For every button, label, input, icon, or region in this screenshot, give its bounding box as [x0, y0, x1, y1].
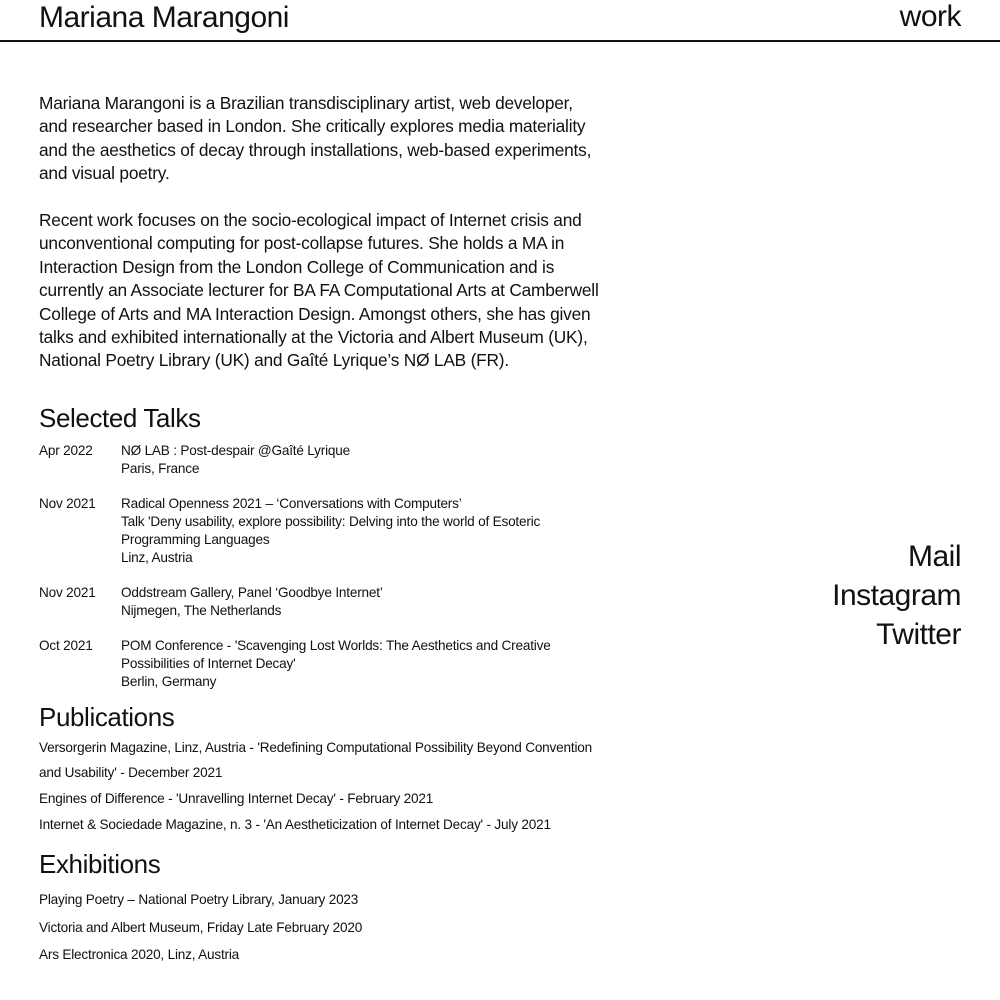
- talk-title: Radical Openness 2021 – ‘Conversations with Computers’: [121, 495, 462, 511]
- publications-heading: Publications: [39, 701, 175, 732]
- exhibition-item: Playing Poetry – National Poetry Library, January 2023: [39, 892, 359, 908]
- talk-location: Nijmegen, The Netherlands: [121, 602, 282, 618]
- site-header: [0, 0, 1000, 42]
- exhibitions-list: [39, 886, 599, 969]
- talk-date: Oct 2021: [39, 637, 93, 653]
- exhibitions-heading: Exhibitions: [39, 849, 161, 880]
- talk-details: [121, 495, 599, 567]
- bio-section: [39, 92, 599, 373]
- mail-link[interactable]: Mail: [907, 540, 961, 573]
- talks-list: [39, 442, 599, 691]
- talk-item: [39, 495, 599, 567]
- exhibition-item: Ars Electronica 2020, Linz, Austria: [39, 947, 240, 963]
- talk-title: Oddstream Gallery, Panel ‘Goodbye Internet’: [121, 584, 383, 600]
- talk-details: [121, 584, 599, 620]
- talk-location: Paris, France: [121, 460, 200, 476]
- talk-item: [39, 584, 599, 620]
- twitter-link[interactable]: Twitter: [876, 618, 961, 651]
- publication-item: Versorgerin Magazine, Linz, Austria - 'Redefining Computational Possibility Beyond Convention and Usability' - December 2021: [39, 739, 592, 781]
- publication-item: Internet & Sociedade Magazine, n. 3 - 'An Aestheticization of Internet Decay' - July 2021: [39, 816, 551, 832]
- exhibition-item: Victoria and Albert Museum, Friday Late February 2020: [39, 919, 363, 935]
- social-links: [832, 537, 961, 654]
- instagram-link[interactable]: Instagram: [832, 579, 961, 612]
- talk-title: NØ LAB : Post-despair @Gaîté Lyrique: [121, 442, 350, 458]
- work-link[interactable]: work: [899, 0, 961, 33]
- talks-heading: Selected Talks: [39, 402, 201, 433]
- talk-title: POM Conference - 'Scavenging Lost Worlds: The Aesthetics and Creative Possibilities of Internet Decay': [121, 637, 551, 671]
- bio-paragraph: Recent work focuses on the socio-ecological impact of Internet crisis and unconventional computing for post-collapse futures. She holds a MA in Interaction Design from the London College of Communication and is currently an Associate lecturer for BA FA Computational Arts at Camberwell College of Arts and MA Interaction Design. Amongst others, she has given talks and exhibited internationally at the Victoria and Albert Museum (UK), National Poetry Library (UK) and Gaîté Lyrique’s NØ LAB (FR).: [39, 210, 599, 371]
- talk-details: [121, 442, 599, 478]
- publications-list: [39, 735, 599, 837]
- talk-item: [39, 442, 599, 478]
- talk-item: [39, 637, 599, 691]
- talk-subtitle: Talk 'Deny usability, explore possibility: Delving into the world of Esoteric Programming Languages: [121, 513, 541, 547]
- site-title-link[interactable]: Mariana Marangoni: [39, 1, 289, 34]
- talk-date: Nov 2021: [39, 495, 96, 511]
- talk-location: Berlin, Germany: [121, 673, 217, 689]
- talk-date: Nov 2021: [39, 584, 96, 600]
- publication-item: Engines of Difference - 'Unravelling Internet Decay' - February 2021: [39, 791, 434, 807]
- talk-location: Linz, Austria: [121, 549, 193, 565]
- talk-details: [121, 637, 599, 691]
- main-content: [39, 92, 599, 969]
- bio-paragraph: Mariana Marangoni is a Brazilian transdisciplinary artist, web developer, and researcher based in London. She critically explores media materiality and the aesthetics of decay through installations, web-based experiments, and visual poetry.: [39, 93, 592, 184]
- talk-date: Apr 2022: [39, 442, 93, 458]
